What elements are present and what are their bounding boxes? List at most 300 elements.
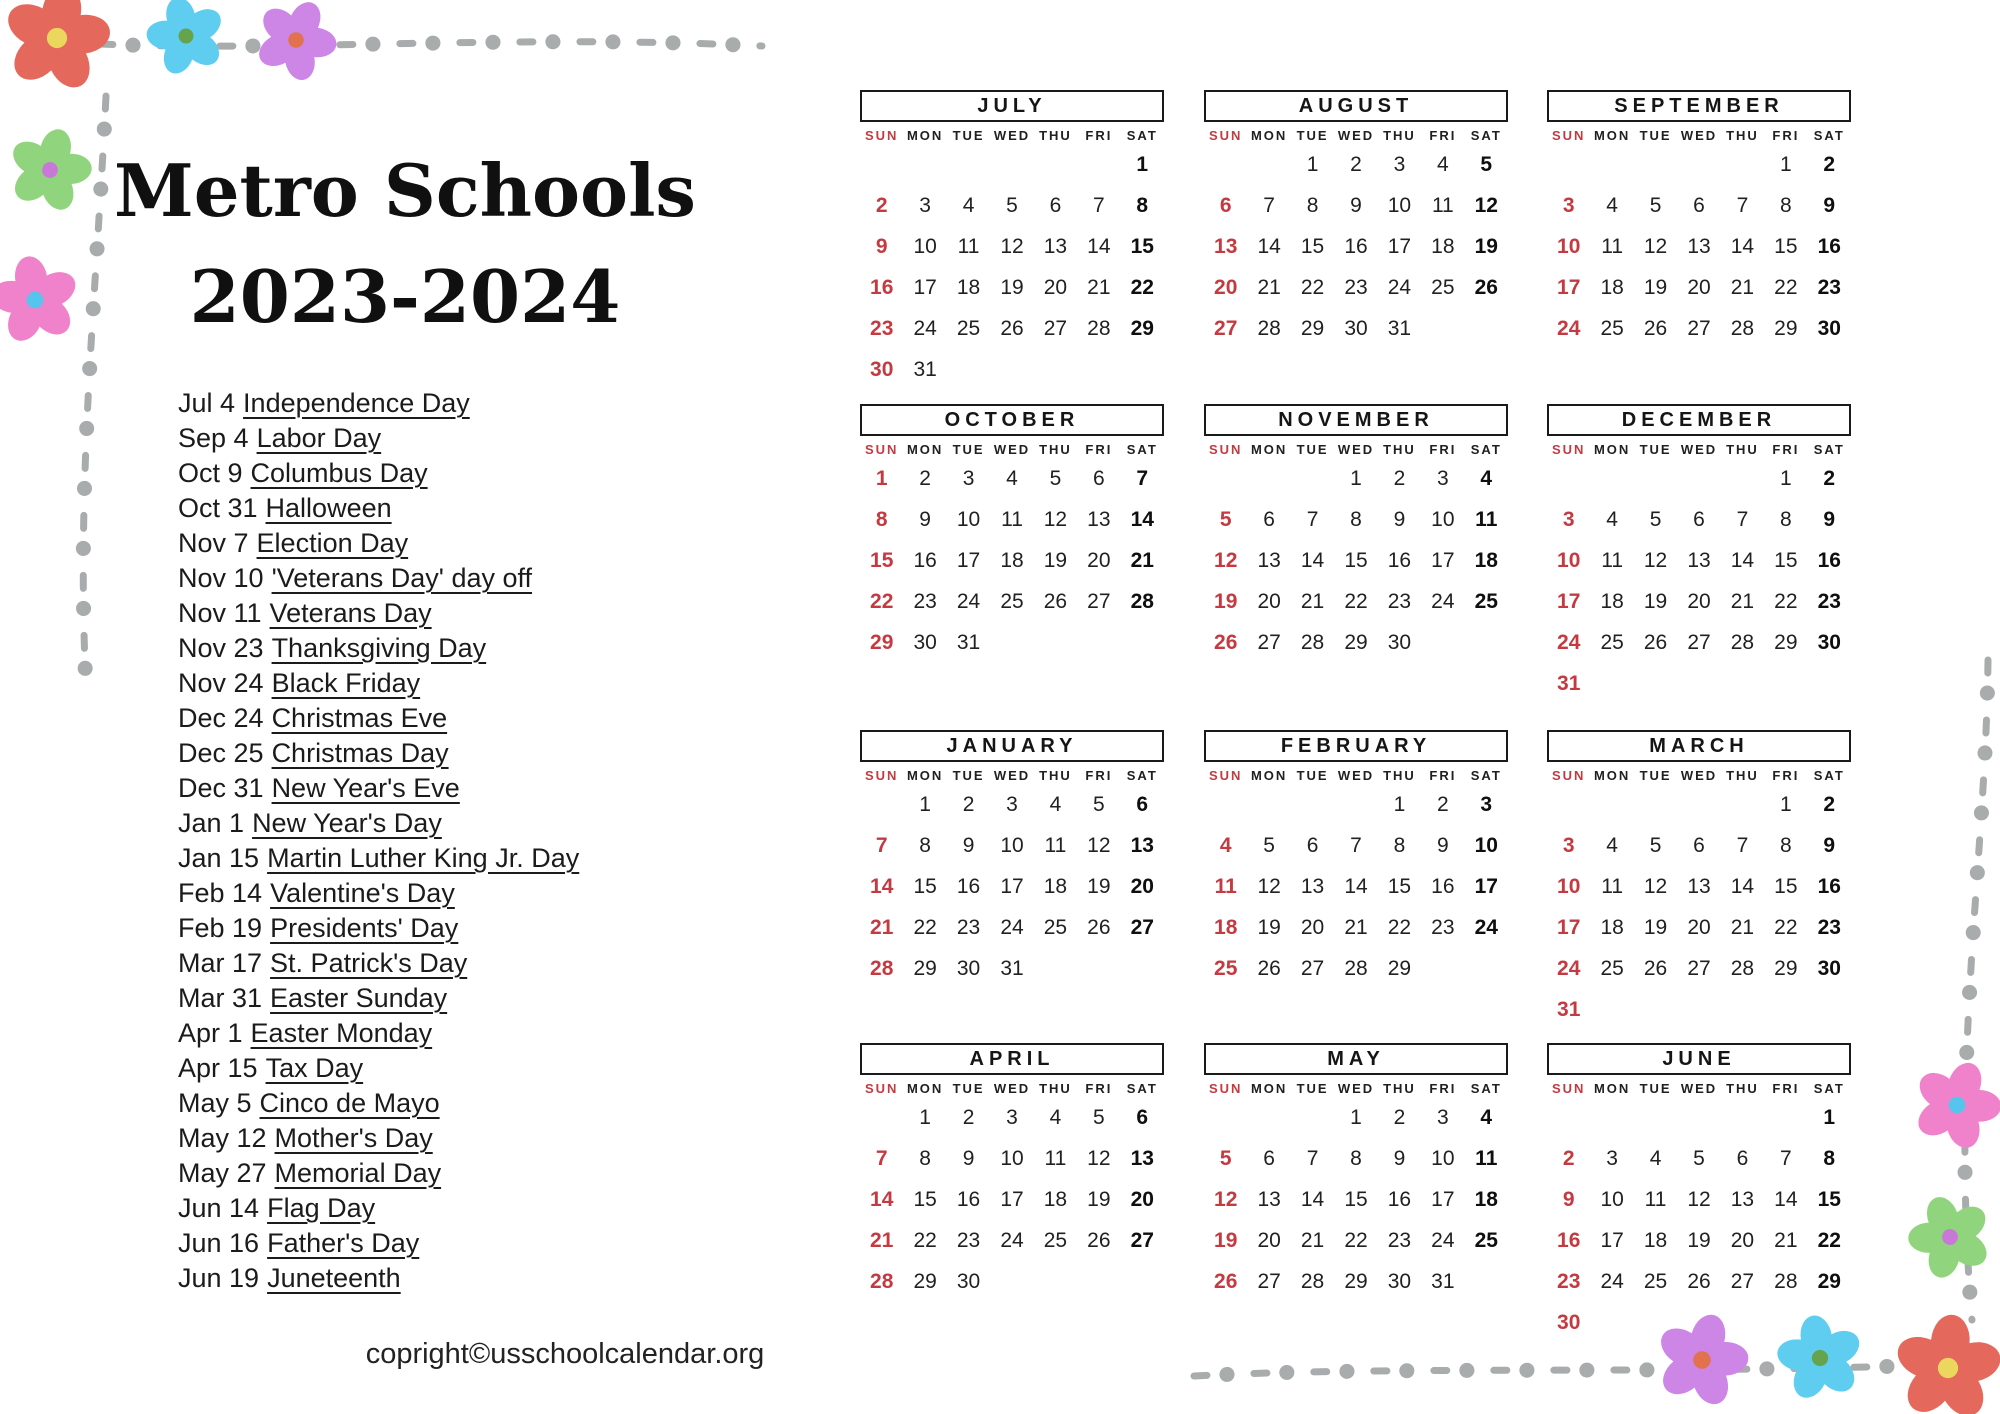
week-row	[860, 226, 1164, 267]
day-cell: 26	[1643, 956, 1668, 980]
weekday-header-fri: FRI	[1429, 442, 1457, 457]
day-cell: 25	[1474, 1228, 1498, 1252]
day-cell: 21	[870, 915, 894, 939]
day-cell: 18	[1214, 915, 1238, 939]
day-cell: 16	[1817, 234, 1841, 258]
day-cell: 22	[1817, 1228, 1841, 1252]
day-cell: 9	[1393, 507, 1406, 531]
day-cell: 18	[1643, 1228, 1668, 1252]
day-cell: 5	[1263, 833, 1275, 857]
week-row	[1547, 907, 1851, 948]
month-august	[1204, 90, 1508, 349]
holiday-link[interactable]: New Year's Day	[252, 808, 442, 838]
week-row	[860, 1097, 1164, 1138]
week-row	[860, 784, 1164, 825]
month-march	[1547, 730, 1851, 1030]
weekday-header-wed: WED	[1337, 768, 1375, 783]
holiday-item	[178, 596, 579, 631]
weekday-header-tue: TUE	[952, 442, 985, 457]
weekday-header-wed: WED	[993, 1081, 1031, 1096]
weekday-header-fri: FRI	[1085, 1081, 1113, 1096]
week-row	[1204, 226, 1508, 267]
day-cell: 22	[913, 915, 937, 939]
day-cell: 17	[1000, 874, 1024, 898]
day-cell: 15	[1774, 548, 1798, 572]
day-cell: 10	[1431, 1146, 1455, 1170]
week-row	[1547, 1097, 1851, 1138]
day-cell-empty	[1547, 784, 1590, 825]
week-row	[1547, 308, 1851, 349]
day-cell-empty	[1465, 622, 1508, 663]
day-cell-empty	[1465, 1261, 1508, 1302]
weekday-header-fri: FRI	[1429, 128, 1457, 143]
day-cell: 26	[1214, 630, 1238, 654]
day-cell-empty	[1677, 458, 1720, 499]
day-cell: 30	[1387, 1269, 1412, 1293]
day-cell: 2	[1823, 152, 1836, 176]
holiday-link[interactable]: Tax Day	[265, 1053, 364, 1083]
day-cell: 13	[1087, 507, 1111, 531]
weekday-header-thu: THU	[1726, 768, 1759, 783]
day-cell: 3	[919, 193, 931, 217]
day-cell-empty	[990, 622, 1033, 663]
holiday-link[interactable]: Easter Sunday	[270, 983, 448, 1013]
week-row	[860, 581, 1164, 622]
holiday-item	[178, 561, 579, 596]
holiday-date: Jun 19	[178, 1263, 260, 1293]
month-title: JULY	[860, 90, 1164, 122]
holiday-link[interactable]: Thanksgiving Day	[271, 633, 487, 663]
day-cell: 4	[1606, 507, 1618, 531]
holiday-item	[178, 911, 579, 946]
day-cell: 3	[1562, 193, 1575, 217]
dotted-line-bottom	[1194, 1366, 1902, 1376]
weekday-header-wed: WED	[993, 442, 1031, 457]
day-cell: 7	[1136, 466, 1149, 490]
day-cell: 31	[1557, 671, 1581, 695]
day-cell: 2	[1562, 1146, 1575, 1170]
day-cell: 20	[1130, 874, 1154, 898]
day-cell: 22	[1774, 915, 1798, 939]
day-cell: 30	[1817, 630, 1841, 654]
day-cell: 7	[875, 833, 888, 857]
day-cell: 14	[1087, 234, 1111, 258]
day-cell-empty	[1121, 1261, 1164, 1302]
day-cell: 9	[1823, 507, 1836, 531]
day-cell-empty	[1547, 144, 1590, 185]
weekday-header-sat: SAT	[1126, 768, 1158, 783]
day-cell: 13	[1730, 1187, 1755, 1211]
day-cell: 3	[962, 466, 975, 490]
holiday-link[interactable]: Halloween	[265, 493, 392, 523]
holiday-link[interactable]: Columbus Day	[250, 458, 428, 488]
day-cell: 29	[1344, 1269, 1368, 1293]
day-cell: 8	[1780, 507, 1792, 531]
day-cell: 8	[1306, 193, 1319, 217]
holiday-link[interactable]: Father's Day	[267, 1228, 420, 1258]
holiday-link[interactable]: Flag Day	[267, 1193, 376, 1223]
day-cell-empty	[1721, 663, 1764, 704]
holiday-link[interactable]: Election Day	[256, 528, 409, 558]
day-cell: 29	[1300, 316, 1325, 340]
day-cell: 2	[962, 792, 975, 816]
day-cell-empty	[1677, 663, 1720, 704]
holiday-item	[178, 841, 579, 876]
day-cell: 5	[1649, 193, 1662, 217]
day-cell: 7	[1306, 507, 1319, 531]
day-cell: 16	[956, 1187, 981, 1211]
holiday-link[interactable]: Labor Day	[256, 423, 382, 453]
day-cell: 6	[1093, 466, 1105, 490]
day-cell: 11	[1601, 548, 1624, 572]
day-cell-empty	[1204, 784, 1247, 825]
weekday-header-wed: WED	[1680, 1081, 1718, 1096]
day-cell: 26	[1643, 316, 1668, 340]
day-cell: 17	[913, 275, 937, 299]
weekday-header-sun: SUN	[864, 442, 899, 457]
day-cell: 10	[1557, 234, 1581, 258]
day-cell: 11	[1044, 1146, 1067, 1170]
day-cell: 11	[1601, 874, 1624, 898]
holiday-link[interactable]: Juneteenth	[267, 1263, 401, 1293]
weekday-header-row	[1547, 442, 1851, 457]
day-cell-empty	[1247, 458, 1290, 499]
day-cell-empty	[1677, 989, 1720, 1030]
day-cell: 30	[870, 357, 894, 381]
day-cell: 3	[1006, 792, 1018, 816]
holiday-item	[178, 1261, 579, 1296]
day-cell: 3	[1562, 507, 1575, 531]
day-cell-empty	[1634, 144, 1677, 185]
day-cell: 16	[956, 874, 981, 898]
day-cell: 18	[1474, 1187, 1498, 1211]
day-cell: 17	[1557, 915, 1581, 939]
weeks	[1547, 458, 1851, 704]
day-cell: 30	[1557, 1310, 1581, 1334]
holiday-link[interactable]: Christmas Day	[271, 738, 449, 768]
pink-flower-icon	[0, 248, 89, 352]
day-cell-empty	[1204, 1097, 1247, 1138]
day-cell: 16	[1387, 548, 1412, 572]
weekday-header-fri: FRI	[1772, 768, 1800, 783]
day-cell: 16	[1817, 874, 1841, 898]
green-flower-icon	[0, 118, 104, 223]
day-cell: 20	[1687, 275, 1711, 299]
day-cell-empty	[1034, 948, 1077, 989]
weekday-header-sun: SUN	[1208, 442, 1243, 457]
weekday-header-fri: FRI	[1772, 442, 1800, 457]
blue-flower-icon	[135, 0, 237, 86]
day-cell: 11	[1044, 833, 1067, 857]
day-cell: 9	[1562, 1187, 1575, 1211]
day-cell: 21	[1300, 1228, 1325, 1252]
day-cell: 4	[1006, 466, 1018, 490]
day-cell: 21	[1730, 915, 1755, 939]
week-row	[1204, 499, 1508, 540]
day-cell: 2	[962, 1105, 975, 1129]
holiday-link[interactable]: 'Veterans Day' day off	[271, 563, 533, 593]
day-cell-empty	[1764, 989, 1807, 1030]
week-row	[1204, 1138, 1508, 1179]
day-cell: 25	[1043, 1228, 1068, 1252]
month-title: OCTOBER	[860, 404, 1164, 436]
day-cell: 7	[1306, 1146, 1319, 1170]
weekday-header-thu: THU	[1039, 768, 1072, 783]
day-cell: 1	[1823, 1105, 1836, 1129]
day-cell: 27	[1087, 589, 1111, 613]
holiday-list	[178, 386, 579, 1296]
day-cell: 1	[1780, 152, 1792, 176]
day-cell-empty	[1034, 1261, 1077, 1302]
day-cell: 9	[1823, 193, 1836, 217]
day-cell-empty	[1808, 1302, 1851, 1343]
day-cell: 6	[1263, 507, 1275, 531]
day-cell-empty	[1034, 349, 1077, 390]
day-cell: 12	[1643, 234, 1668, 258]
day-cell-empty	[1808, 989, 1851, 1030]
day-cell: 5	[1693, 1146, 1705, 1170]
day-cell: 25	[1000, 589, 1024, 613]
day-cell: 30	[956, 1269, 981, 1293]
month-title: AUGUST	[1204, 90, 1508, 122]
week-row	[1204, 866, 1508, 907]
day-cell: 30	[1817, 956, 1841, 980]
holiday-link[interactable]: Veterans Day	[269, 598, 432, 628]
day-cell: 17	[1431, 1187, 1455, 1211]
weeks	[1204, 784, 1508, 989]
holiday-date: Jun 16	[178, 1228, 260, 1258]
day-cell: 24	[1431, 589, 1455, 613]
week-row	[1547, 1302, 1851, 1343]
week-row	[860, 349, 1164, 390]
holiday-date: Nov 7	[178, 528, 249, 558]
day-cell: 12	[1257, 874, 1281, 898]
holiday-link[interactable]: Memorial Day	[274, 1158, 442, 1188]
day-cell: 16	[1557, 1228, 1581, 1252]
day-cell: 5	[1219, 1146, 1232, 1170]
day-cell: 20	[1687, 915, 1711, 939]
day-cell-empty	[1204, 144, 1247, 185]
day-cell: 28	[1257, 316, 1281, 340]
day-cell-empty	[1465, 948, 1508, 989]
holiday-date: Dec 24	[178, 703, 264, 733]
month-title: JANUARY	[860, 730, 1164, 762]
day-cell-empty	[1590, 663, 1633, 704]
day-cell: 24	[913, 316, 937, 340]
day-cell: 13	[1687, 234, 1711, 258]
weekday-header-wed: WED	[1680, 128, 1718, 143]
day-cell: 5	[1219, 507, 1232, 531]
day-cell: 22	[1774, 275, 1798, 299]
coral-flower-icon	[1887, 1310, 2000, 1414]
day-cell: 13	[1300, 874, 1325, 898]
day-cell: 14	[1257, 234, 1281, 258]
day-cell: 4	[1649, 1146, 1662, 1170]
day-cell: 20	[1257, 589, 1281, 613]
day-cell: 28	[870, 1269, 894, 1293]
holiday-link[interactable]: Christmas Eve	[271, 703, 448, 733]
week-row	[860, 499, 1164, 540]
month-november	[1204, 404, 1508, 663]
day-cell: 19	[1257, 915, 1281, 939]
day-cell: 27	[1687, 316, 1711, 340]
day-cell: 16	[913, 548, 937, 572]
weekday-header-mon: MON	[1593, 1081, 1631, 1096]
day-cell: 10	[1000, 1146, 1024, 1170]
holiday-link[interactable]: Independence Day	[243, 388, 470, 418]
day-cell: 11	[1475, 507, 1498, 531]
day-cell: 23	[1817, 589, 1841, 613]
day-cell: 28	[1344, 956, 1368, 980]
day-cell: 29	[1344, 630, 1368, 654]
week-row	[1547, 1220, 1851, 1261]
day-cell: 29	[1387, 956, 1412, 980]
month-title: DECEMBER	[1547, 404, 1851, 436]
weekday-header-row	[860, 1081, 1164, 1096]
day-cell: 4	[1480, 1105, 1493, 1129]
day-cell: 31	[913, 357, 937, 381]
day-cell: 14	[1730, 874, 1755, 898]
day-cell: 21	[870, 1228, 894, 1252]
holiday-link[interactable]: Mother's Day	[274, 1123, 433, 1153]
day-cell: 19	[1043, 548, 1068, 572]
day-cell: 12	[1043, 507, 1068, 531]
day-cell: 15	[913, 874, 937, 898]
holiday-link[interactable]: St. Patrick's Day	[270, 948, 468, 978]
weeks	[860, 784, 1164, 989]
day-cell: 10	[913, 234, 937, 258]
day-cell: 11	[1214, 874, 1237, 898]
weekday-header-sun: SUN	[1551, 768, 1586, 783]
holiday-link[interactable]: Easter Monday	[250, 1018, 433, 1048]
weekday-header-sat: SAT	[1470, 442, 1502, 457]
day-cell: 27	[1043, 316, 1068, 340]
day-cell: 9	[1350, 193, 1362, 217]
day-cell: 29	[1130, 316, 1154, 340]
week-row	[1547, 581, 1851, 622]
day-cell-empty	[1590, 144, 1633, 185]
holiday-link[interactable]: Presidents' Day	[270, 913, 459, 943]
holiday-link[interactable]: Valentine's Day	[270, 878, 455, 908]
day-cell-empty	[860, 784, 903, 825]
day-cell-empty	[1334, 784, 1377, 825]
day-cell-empty	[1247, 144, 1290, 185]
weekday-header-tue: TUE	[1639, 768, 1672, 783]
weekday-header-fri: FRI	[1085, 128, 1113, 143]
week-row	[860, 866, 1164, 907]
day-cell: 22	[1774, 589, 1798, 613]
holiday-link[interactable]: Cinco de Mayo	[259, 1088, 440, 1118]
day-cell: 3	[1437, 1105, 1449, 1129]
day-cell: 5	[1093, 1105, 1105, 1129]
week-row	[1204, 825, 1508, 866]
day-cell: 20	[1087, 548, 1111, 572]
day-cell: 28	[1730, 630, 1755, 654]
day-cell: 6	[1693, 833, 1705, 857]
week-row	[1547, 989, 1851, 1030]
day-cell: 19	[1087, 874, 1111, 898]
week-row	[1547, 226, 1851, 267]
day-cell: 22	[1344, 1228, 1368, 1252]
holiday-item	[178, 771, 579, 806]
day-cell: 26	[1643, 630, 1668, 654]
day-cell: 31	[1557, 997, 1581, 1021]
day-cell-empty	[1634, 989, 1677, 1030]
day-cell: 24	[1557, 630, 1581, 654]
week-row	[860, 907, 1164, 948]
day-cell: 9	[875, 234, 888, 258]
day-cell: 20	[1130, 1187, 1154, 1211]
day-cell-empty	[1421, 948, 1464, 989]
day-cell: 10	[956, 507, 981, 531]
day-cell: 14	[1730, 234, 1755, 258]
day-cell: 14	[1774, 1187, 1798, 1211]
day-cell: 31	[1387, 316, 1412, 340]
holiday-item	[178, 1051, 579, 1086]
day-cell: 22	[1300, 275, 1325, 299]
day-cell: 12	[1087, 833, 1111, 857]
weekday-header-tue: TUE	[952, 128, 985, 143]
week-row	[1204, 784, 1508, 825]
weekday-header-sat: SAT	[1813, 768, 1845, 783]
weekday-header-thu: THU	[1383, 768, 1416, 783]
month-june	[1547, 1043, 1851, 1343]
day-cell: 10	[1431, 507, 1455, 531]
holiday-link[interactable]: New Year's Eve	[271, 773, 460, 803]
day-cell: 4	[1049, 792, 1062, 816]
day-cell: 20	[1043, 275, 1068, 299]
day-cell: 15	[1300, 234, 1325, 258]
day-cell: 14	[1300, 548, 1325, 572]
weekday-header-wed: WED	[1337, 442, 1375, 457]
holiday-date: Jan 15	[178, 843, 260, 873]
day-cell: 27	[1130, 1228, 1154, 1252]
month-january	[860, 730, 1164, 989]
day-cell-empty	[1677, 1302, 1720, 1343]
week-row	[1547, 784, 1851, 825]
holiday-link[interactable]: Black Friday	[271, 668, 421, 698]
day-cell: 3	[1562, 833, 1575, 857]
day-cell-empty	[1291, 1097, 1334, 1138]
holiday-date: Nov 24	[178, 668, 264, 698]
holiday-date: Oct 9	[178, 458, 243, 488]
day-cell: 10	[1557, 548, 1581, 572]
holiday-link[interactable]: Martin Luther King Jr. Day	[267, 843, 580, 873]
weekday-header-mon: MON	[1250, 1081, 1288, 1096]
day-cell: 14	[1300, 1187, 1325, 1211]
day-cell: 3	[1606, 1146, 1618, 1170]
day-cell: 8	[1780, 193, 1792, 217]
day-cell: 18	[1043, 874, 1068, 898]
day-cell: 18	[1600, 275, 1624, 299]
day-cell-empty	[1077, 1261, 1120, 1302]
day-cell-empty	[1590, 458, 1633, 499]
day-cell: 28	[1300, 1269, 1325, 1293]
weekday-header-mon: MON	[906, 768, 944, 783]
day-cell: 24	[1474, 915, 1498, 939]
day-cell: 19	[1687, 1228, 1711, 1252]
weekday-header-mon: MON	[906, 128, 944, 143]
day-cell: 12	[1643, 548, 1668, 572]
week-row	[1204, 267, 1508, 308]
footer-credit: copright©usschoolcalendar.org	[365, 1338, 765, 1370]
day-cell: 11	[1431, 193, 1454, 217]
day-cell: 26	[1000, 316, 1024, 340]
day-cell: 2	[1823, 466, 1836, 490]
day-cell-empty	[1421, 308, 1464, 349]
weekday-header-mon: MON	[1593, 128, 1631, 143]
week-row	[860, 458, 1164, 499]
